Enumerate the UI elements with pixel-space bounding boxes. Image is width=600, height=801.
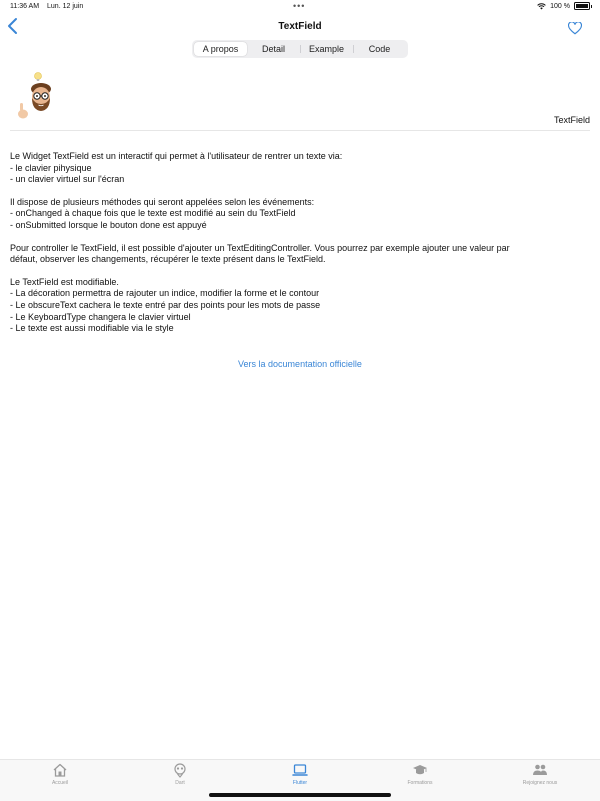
graduation-cap-icon: [412, 762, 428, 778]
memoji-avatar-icon: [16, 70, 58, 120]
text-line: - un clavier virtuel sur l'écran: [10, 174, 125, 185]
status-date: Lun. 12 juin: [47, 3, 84, 10]
paragraph-events: [10, 197, 590, 232]
battery-percent: 100 %: [550, 2, 570, 10]
segment-code[interactable]: Code: [353, 42, 406, 56]
navigation-bar: [0, 14, 600, 40]
heart-icon[interactable]: [568, 22, 582, 35]
multitasking-dots[interactable]: •••: [293, 1, 306, 11]
text-line: Le Widget TextField est un interactif qui permet à l'utilisateur de rentrer un texte via:: [10, 151, 343, 161]
text-line: - Le texte est aussi modifiable via le style: [10, 323, 174, 334]
tab-rejoignez-nous[interactable]: [480, 760, 600, 801]
widget-name-label: TextField: [553, 115, 590, 125]
status-right: [537, 2, 590, 10]
home-icon: [52, 762, 68, 778]
tab-label: Dart: [175, 780, 185, 786]
official-documentation-link[interactable]: Vers la documentation officielle: [238, 359, 362, 369]
segmented-control: [192, 40, 408, 58]
text-line: - La décoration permettra de rajouter un indice, modifier la forme et le contour: [10, 288, 320, 299]
text-line: Il dispose de plusieurs méthodes qui seront appelées selon les événements:: [10, 196, 315, 207]
text-line: - le clavier pihysique: [10, 162, 92, 173]
status-bar: [0, 0, 600, 14]
home-indicator[interactable]: [209, 793, 391, 797]
status-time: 11:36 AM: [10, 3, 40, 10]
tab-label: Formations: [407, 780, 433, 786]
paragraph-input-methods: [10, 151, 590, 186]
paragraph-controller: [10, 243, 590, 266]
tab-label: Accueil: [51, 780, 69, 786]
tab-accueil[interactable]: [0, 760, 120, 801]
text-line: défaut, observer les changements, récupérer le texte présent dans le TextField.: [10, 254, 326, 265]
dart-icon: [172, 762, 188, 778]
text-line: Pour controller le TextField, il est possible d'ajouter un TextEditingController. Vous pourrez par exemple ajouter une valeur par: [10, 242, 510, 253]
description: [10, 151, 590, 346]
text-line: - Le KeyboardType changera le clavier virtuel: [10, 311, 191, 322]
paragraph-customization: [10, 277, 590, 335]
header-divider: [10, 130, 590, 131]
segment-detail[interactable]: Detail: [261, 44, 285, 54]
text-line: Le TextField est modifiable.: [10, 276, 119, 287]
tab-label: Rejoignez nous: [522, 780, 558, 786]
status-left: [10, 3, 89, 10]
wifi-icon: [537, 3, 546, 10]
segment-a-propos[interactable]: A propos: [194, 42, 247, 56]
tab-label: Flutter: [292, 780, 308, 786]
page-title: TextField: [278, 21, 322, 32]
text-line: - onChanged à chaque fois que le texte est modifié au sein du TextField: [10, 208, 296, 219]
people-icon: [532, 762, 548, 778]
battery-icon: [574, 2, 590, 10]
segment-example[interactable]: Example: [300, 42, 353, 56]
text-line: - Le obscureText cachera le texte entré par des points pour les mots de passe: [10, 299, 321, 310]
text-line: - onSubmitted lorsque le bouton done est appuyé: [10, 219, 207, 230]
laptop-icon: [292, 762, 308, 778]
